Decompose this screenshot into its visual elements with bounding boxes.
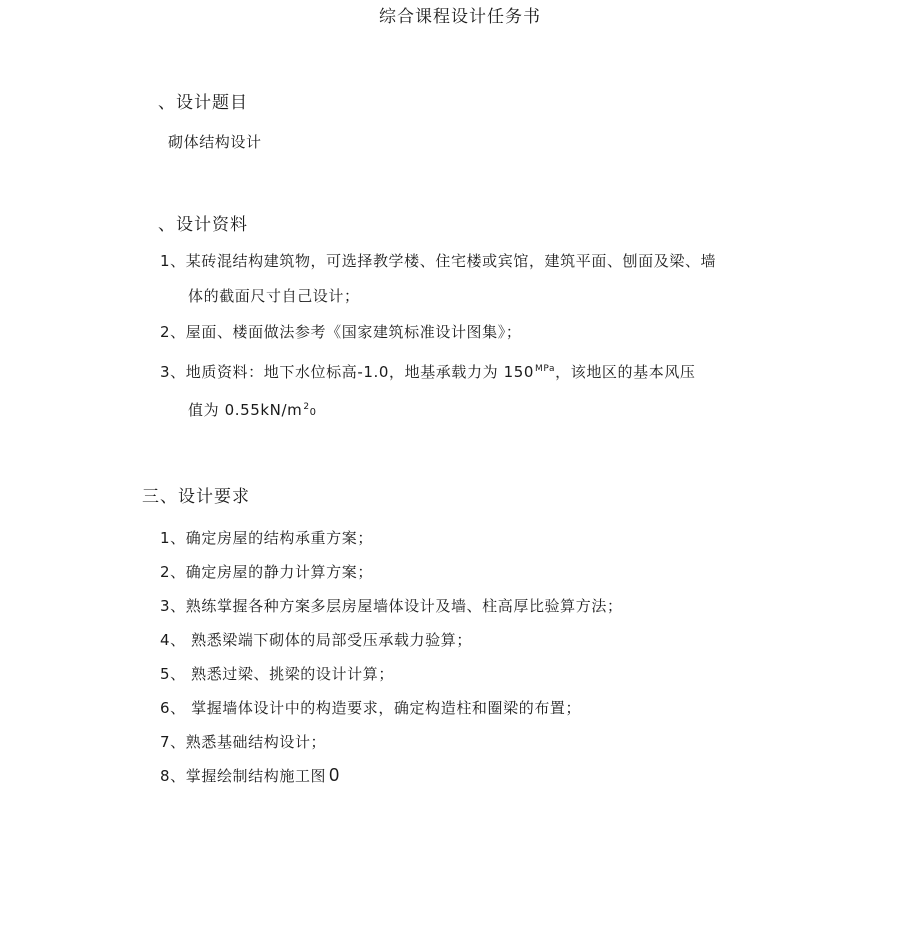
- design-data-item-1-line-1: 1、某砖混结构建筑物，可选择教学楼、住宅楼或宾馆，建筑平面、刨面及梁、墙: [160, 252, 717, 270]
- requirement-item-8-text: 8、掌握绘制结构施工图: [160, 767, 327, 785]
- design-topic-content: 砌体结构设计: [168, 133, 262, 151]
- unit-superscript-mpa: MPa: [535, 364, 556, 374]
- wind-pressure-text: 值为 0.55kN/m: [188, 401, 303, 419]
- requirement-item-8-suffix: 0: [329, 765, 340, 785]
- design-data-item-3-line-1: [160, 361, 696, 382]
- design-data-item-3-line-2: [188, 399, 317, 420]
- design-data-item-1-line-2: 体的截面尺寸自己设计；: [188, 287, 360, 305]
- requirement-item-2: 2、确定房屋的静力计算方案；: [160, 563, 373, 581]
- subscript-zero: 0: [309, 407, 317, 418]
- requirement-item-3: 3、熟练掌握各种方案多层房屋墙体设计及墙、柱高厚比验算方法；: [160, 597, 623, 615]
- requirement-item-1: 1、确定房屋的结构承重方案；: [160, 529, 373, 547]
- requirement-item-5: 5、 熟悉过梁、挑梁的设计计算；: [160, 665, 394, 683]
- requirement-item-7: 7、熟悉基础结构设计；: [160, 733, 327, 751]
- section-heading-design-data: 、设计资料: [158, 215, 248, 235]
- requirement-item-8: [160, 765, 340, 786]
- geology-text-b: ，该地区的基本风压: [555, 363, 696, 381]
- section-heading-design-requirements: 三、设计要求: [142, 487, 250, 507]
- section-heading-design-topic: 、设计题目: [158, 93, 248, 113]
- document-title: 综合课程设计任务书: [379, 7, 541, 27]
- design-data-item-2: 2、屋面、楼面做法参考《国家建筑标准设计图集》；: [160, 323, 522, 341]
- geology-text-a: 3、地质资料：地下水位标高-1.0，地基承载力为 150: [160, 363, 535, 381]
- unit-superscript-2: 2: [303, 402, 310, 412]
- requirement-item-4: 4、 熟悉梁端下砌体的局部受压承载力验算；: [160, 631, 472, 649]
- requirement-item-6: 6、 掌握墙体设计中的构造要求，确定构造柱和圈梁的布置；: [160, 699, 582, 717]
